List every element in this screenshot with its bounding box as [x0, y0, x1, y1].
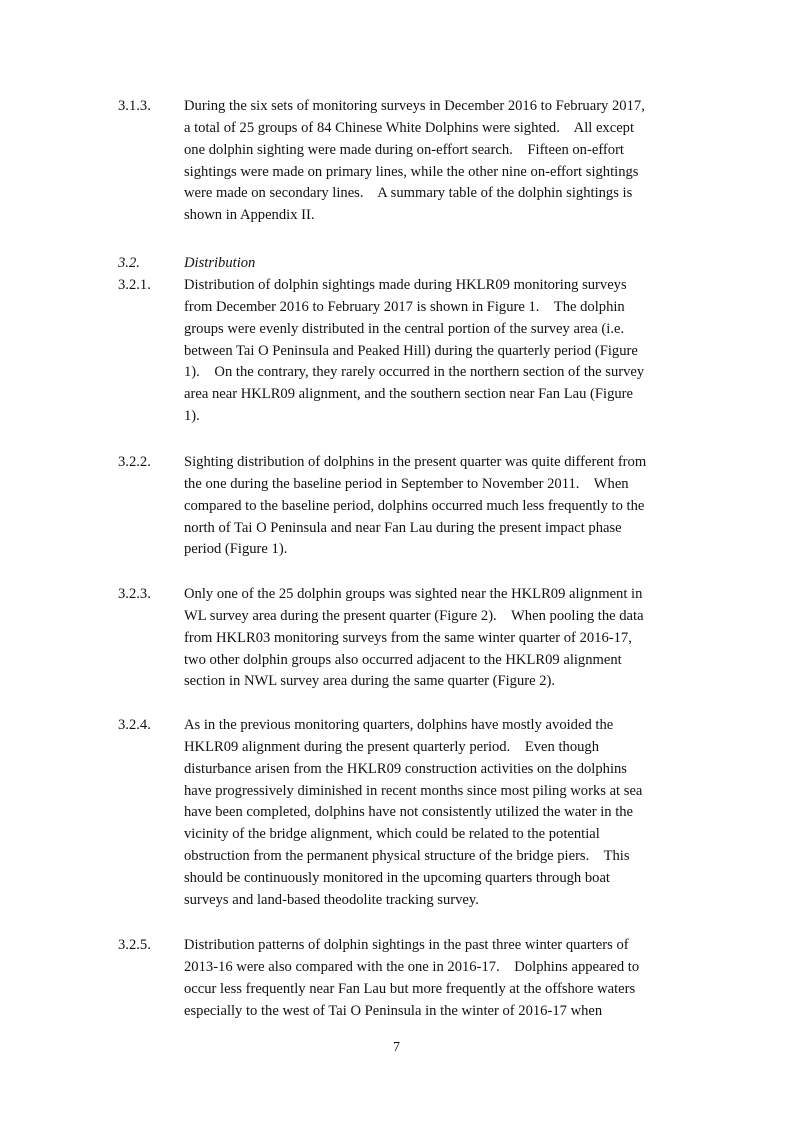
text-line: occur less frequently near Fan Lau but more frequently at the offshore waters [184, 980, 636, 997]
text-line: section in NWL survey area during the same quarter (Figure 2). [184, 673, 556, 690]
section-number: 3.2. [118, 255, 140, 271]
text-line: have been completed, dolphins have not consistently utilized the water in the [184, 804, 634, 821]
text-line: one dolphin sighting were made during on-effort search. Fifteen on-effort [184, 141, 624, 158]
paragraph-text [184, 96, 698, 227]
paragraph-text [184, 452, 698, 561]
text-line: compared to the baseline period, dolphins occurred much less frequently to the [184, 497, 645, 514]
text-line: Sighting distribution of dolphins in the present quarter was quite different from [184, 454, 647, 470]
paragraph-3-1-3 [118, 96, 698, 227]
section-heading-3-2 [118, 253, 698, 275]
section-title-text: Distribution [184, 255, 256, 271]
paragraph-text [184, 935, 698, 1022]
text-line: area near HKLR09 alignment, and the southern section near Fan Lau (Figure [184, 386, 634, 403]
text-line: Only one of the 25 dolphin groups was sighted near the HKLR09 alignment in [184, 586, 643, 602]
text-line: WL survey area during the present quarter (Figure 2). When pooling the data [184, 607, 644, 624]
page-number: 7 [393, 1040, 400, 1055]
text-line: surveys and land-based theodolite tracking survey. [184, 891, 479, 908]
text-line: should be continuously monitored in the upcoming quarters through boat [184, 869, 610, 886]
text-line: the one during the baseline period in September to November 2011. When [184, 475, 629, 492]
text-line: During the six sets of monitoring surveys in December 2016 to February 2017, [184, 98, 645, 114]
paragraph-number: 3.2.4. [118, 717, 151, 733]
text-line: north of Tai O Peninsula and near Fan Lau during the present impact phase [184, 519, 622, 536]
text-line: two other dolphin groups also occurred adjacent to the HKLR09 alignment [184, 651, 622, 668]
text-line: 1). [184, 408, 200, 425]
text-line: between Tai O Peninsula and Peaked Hill) during the quarterly period (Figure [184, 342, 638, 359]
paragraph-number: 3.1.3. [118, 98, 151, 114]
text-line: have progressively diminished in recent months since most piling works at sea [184, 782, 643, 799]
paragraph-3-2-4 [118, 715, 698, 912]
text-line: from HKLR03 monitoring surveys from the same winter quarter of 2016-17, [184, 629, 632, 646]
text-line: HKLR09 alignment during the present quarterly period. Even though [184, 738, 600, 755]
text-line: from December 2016 to February 2017 is shown in Figure 1. The dolphin [184, 298, 625, 315]
paragraph-text [184, 275, 698, 428]
text-line: Distribution patterns of dolphin sightings in the past three winter quarters of [184, 937, 629, 953]
paragraph-number: 3.2.5. [118, 937, 151, 953]
text-line: Distribution of dolphin sightings made during HKLR09 monitoring surveys [184, 277, 627, 293]
paragraph-number: 3.2.1. [118, 277, 151, 293]
text-line: shown in Appendix II. [184, 207, 315, 224]
text-line: 1). On the contrary, they rarely occurred in the northern section of the survey [184, 364, 645, 381]
paragraph-3-2-3 [118, 584, 698, 693]
paragraph-3-2-2 [118, 452, 698, 561]
text-line: disturbance arisen from the HKLR09 construction activities on the dolphins [184, 760, 627, 777]
paragraph-number: 3.2.2. [118, 454, 151, 470]
paragraph-text [184, 715, 698, 912]
paragraph-text [184, 584, 698, 693]
text-line: vicinity of the bridge alignment, which could be related to the potential [184, 826, 600, 843]
text-line: sightings were made on primary lines, while the other nine on-effort sightings [184, 163, 639, 180]
section-title [184, 253, 698, 275]
paragraph-number: 3.2.3. [118, 586, 151, 602]
text-line: groups were evenly distributed in the central portion of the survey area (i.e. [184, 320, 625, 337]
text-line: obstruction from the permanent physical structure of the bridge piers. This [184, 848, 630, 865]
text-line: As in the previous monitoring quarters, dolphins have mostly avoided the [184, 717, 614, 733]
text-line: especially to the west of Tai O Peninsula in the winter of 2016-17 when [184, 1002, 603, 1019]
text-line: 2013-16 were also compared with the one in 2016-17. Dolphins appeared to [184, 958, 640, 975]
text-line: period (Figure 1). [184, 541, 288, 558]
paragraph-3-2-5 [118, 935, 698, 1022]
text-line: were made on secondary lines. A summary table of the dolphin sightings is [184, 185, 633, 202]
paragraph-3-2-1 [118, 275, 698, 428]
text-line: a total of 25 groups of 84 Chinese White Dolphins were sighted. All except [184, 119, 635, 136]
